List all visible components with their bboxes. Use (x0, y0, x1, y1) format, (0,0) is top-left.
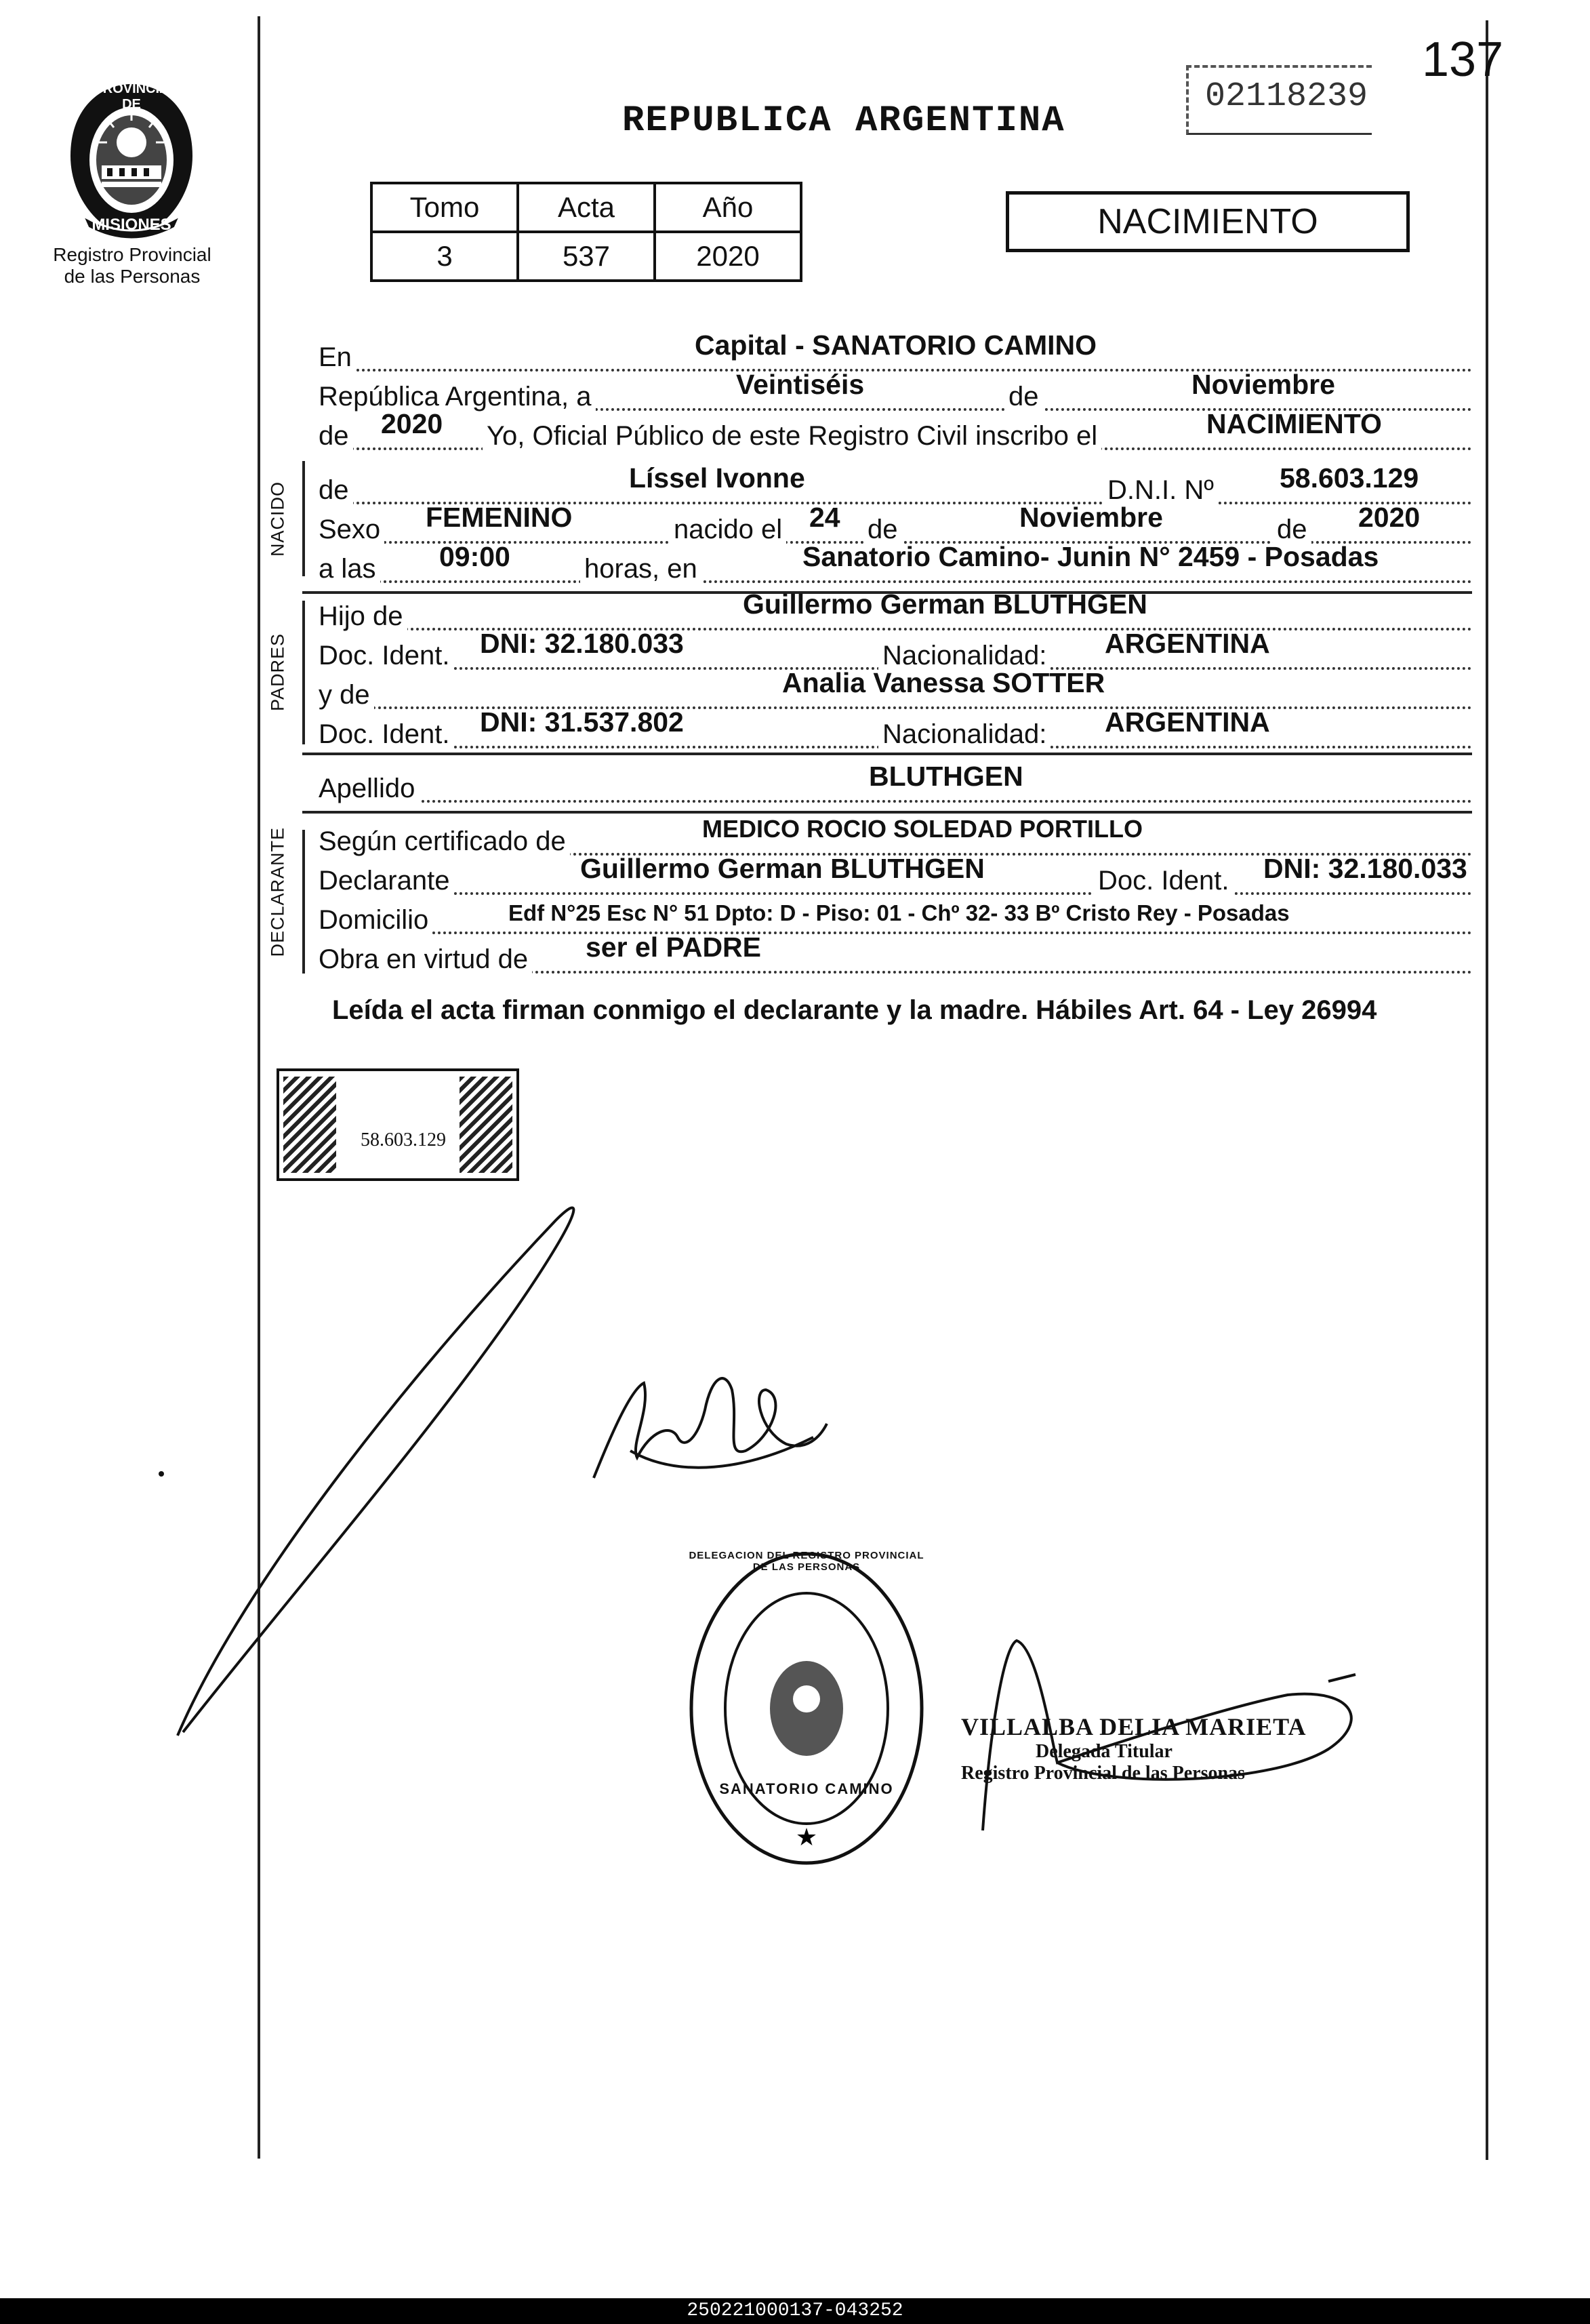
footer-code-bar (0, 2298, 1590, 2324)
value-dia: Veintiséis (736, 369, 865, 400)
serial-number: 02118239 (1205, 77, 1368, 116)
logo-caption-line1: Registro Provincial (53, 244, 211, 265)
value-domicilio: Edf N°25 Esc N° 51 Dpto: D - Piso: 01 - Chº 32- 33 Bº Cristo Rey - Posadas (508, 900, 1290, 925)
value-dni: 58.603.129 (1280, 462, 1419, 494)
seal-ring-icon (685, 1547, 929, 1870)
official-seal (685, 1547, 929, 1870)
label-doc-padre: Doc. Ident. (319, 636, 453, 675)
label-a-las: a las (319, 549, 380, 588)
acta-header-tomo: Tomo (371, 183, 518, 232)
value-nombre: Líssel Ivonne (629, 462, 805, 494)
value-padre-doc: DNI: 32.180.033 (480, 628, 684, 659)
label-republica: República Argentina, a (319, 377, 596, 416)
padres-section-label: PADRES (267, 633, 288, 712)
value-dia-nac: 24 (809, 502, 840, 533)
footer-code: 250221000137-043252 (687, 2300, 903, 2321)
nacido-section-label: NACIDO (267, 481, 288, 557)
value-padre: Guillermo German BLUTHGEN (743, 588, 1147, 620)
label-de-mes: de (863, 510, 902, 549)
value-mes: Noviembre (1191, 369, 1335, 400)
value-madre-doc: DNI: 31.537.802 (480, 706, 684, 738)
value-doc-declarante: DNI: 32.180.033 (1263, 853, 1467, 884)
label-dni: D.N.I. Nº (1103, 470, 1218, 510)
label-y-de: y de (319, 675, 374, 715)
acta-value-anio: 2020 (655, 232, 801, 281)
value-obra: ser el PADRE (586, 931, 762, 963)
label-doc-declarante: Doc. Ident. (1094, 861, 1233, 900)
label-declarante: Declarante (319, 861, 453, 900)
official-name: VILLALBA DELIA MARIETA (961, 1713, 1307, 1740)
value-madre: Analia Vanessa SOTTER (782, 667, 1105, 698)
label-nac-madre: Nacionalidad: (878, 715, 1051, 754)
official-stamp (961, 1712, 1368, 1784)
seal-ring-text: DELEGACION DEL REGISTRO PROVINCIAL DE LAS PERSONAS (689, 1550, 924, 1573)
label-hijo-de: Hijo de (319, 597, 407, 636)
value-anio-nac: 2020 (1358, 502, 1421, 533)
declarant-signature-icon (594, 1378, 827, 1478)
value-mes-nac: Noviembre (1019, 502, 1163, 533)
ink-dot-icon (159, 1471, 164, 1477)
value-segun: MEDICO ROCIO SOLEDAD PORTILLO (702, 815, 1143, 843)
label-de-nombre: de (319, 470, 353, 510)
page-title: REPUBLICA ARGENTINA (622, 100, 1065, 142)
logo-text-top: PROVINCIA DE (94, 81, 169, 112)
acta-value-tomo: 3 (371, 232, 518, 281)
logo-text-bottom: MISIONES (91, 216, 171, 234)
label-obra: Obra en virtud de (319, 940, 532, 979)
svg-text:★: ★ (795, 1823, 818, 1851)
label-nacido-el: nacido el (670, 510, 786, 549)
label-doc-madre: Doc. Ident. (319, 715, 453, 754)
value-declarante: Guillermo German BLUTHGEN (580, 853, 985, 884)
value-padre-nac: ARGENTINA (1105, 628, 1270, 659)
value-lugar: Capital - SANATORIO CAMINO (695, 329, 1097, 361)
value-inscribo: NACIMIENTO (1206, 408, 1382, 439)
value-hora: 09:00 (439, 541, 510, 572)
label-de-anio-nac: de (1273, 510, 1311, 549)
label-de: de (1004, 377, 1043, 416)
acta-header-acta: Acta (518, 183, 655, 232)
label-de-anio: de (319, 416, 353, 456)
record-type: NACIMIENTO (1097, 202, 1318, 241)
label-nac-padre: Nacionalidad: (878, 636, 1051, 675)
official-office: Registro Provincial de las Personas (961, 1763, 1245, 1784)
value-apellido: BLUTHGEN (869, 761, 1023, 792)
label-en: En (319, 338, 356, 377)
value-madre-nac: ARGENTINA (1105, 706, 1270, 738)
seal-inner-text: SANATORIO CAMINO (719, 1780, 894, 1797)
official-role: Delegada Titular (1036, 1741, 1173, 1762)
label-horas-en: horas, en (580, 549, 701, 588)
label-apellido: Apellido (319, 769, 419, 808)
value-anio: 2020 (381, 408, 443, 439)
official-long-signature-icon (178, 1207, 573, 1736)
fingerprint-stamp-number: 58.603.129 (361, 1129, 446, 1150)
value-lugar-nac: Sanatorio Camino- Junin N° 2459 - Posadas (802, 541, 1379, 572)
logo-caption-line2: de las Personas (64, 266, 201, 287)
acta-value-acta: 537 (518, 232, 655, 281)
leida-statement: Leída el acta firman conmigo el declarante y la madre. Hábiles Art. 64 - Ley 26994 (332, 995, 1377, 1025)
page-number: 137 (1422, 33, 1504, 87)
label-segun: Según certificado de (319, 822, 570, 861)
label-sexo: Sexo (319, 510, 384, 549)
label-domicilio: Domicilio (319, 900, 432, 940)
value-sexo: FEMENINO (426, 502, 573, 533)
label-inscribo: Yo, Oficial Público de este Registro Civil inscribo el (483, 416, 1101, 456)
acta-header-anio: Año (655, 183, 801, 232)
declarante-section-label: DECLARANTE (267, 826, 288, 957)
